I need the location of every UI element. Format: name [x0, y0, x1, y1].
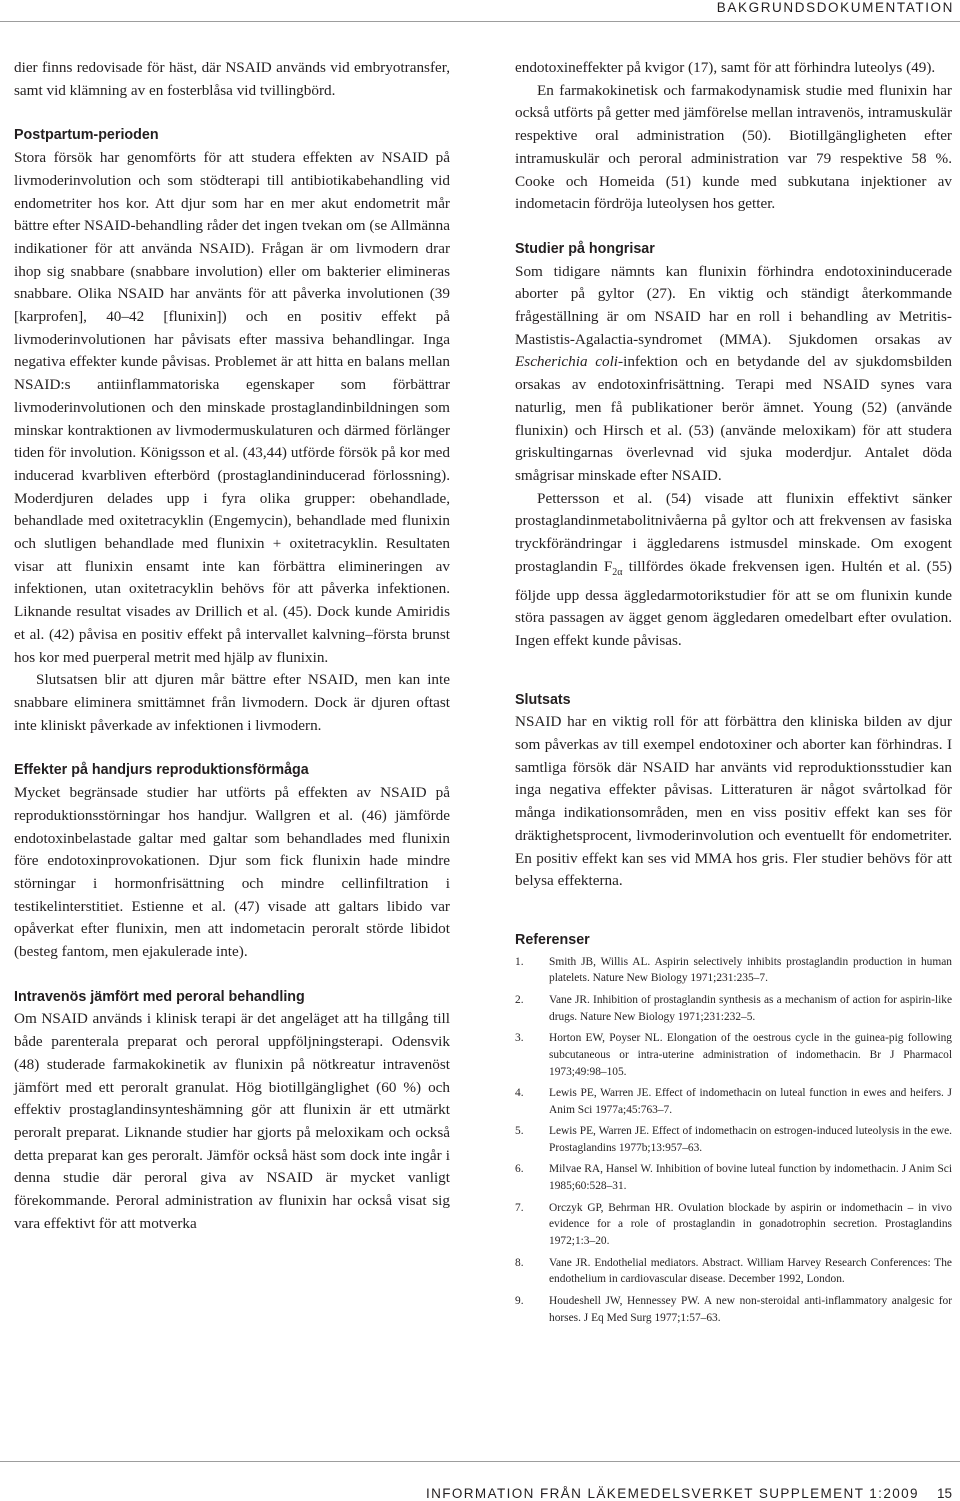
reference-number: 3.: [515, 1032, 524, 1045]
footer-divider: [0, 1461, 960, 1462]
paragraph-continuation: endotoxineffekter på kvigor (17), samt för att förhindra luteolys (49).: [515, 59, 936, 76]
paragraph-male-reproduction: Mycket begränsade studier har utförts på effekten av NSAID på reproduktionsstörningar hos handjur. Wallgren et al. (46) jämförde endotoxinbelastade galtar med galtar som behandlades med flunixin före endotoxinprovokationen. Djur som fick flunixin hade mindre störningar i hormonfrisättning och mindre cellinfiltration i testikelinterstitiet. Estienne et al. (47) visade att galtars libido var opåverkat efter flunixin, men att indometacin peroralt störde libidot (besteg fantom, men ejakulerade inte).: [14, 784, 450, 961]
heading-conclusion: Slutsats: [515, 691, 571, 708]
reference-number: 6.: [515, 1163, 524, 1176]
paragraph-postpartum: Stora försök har genomförts för att studera effekten av NSAID på livmoderinvolution och som stödterapi till antibiotikabehandling vid endometriter hos kor. Att djur som har en mer akut endometrit mår bättre efter NSAID-behandling råder det ingen tvekan om (se Allmänna indikationer för att använda NSAID). Frågan är om livmodern drar ihop sig snabbare (snabbare involution) eller om bakterier elimineras snabbare. Olika NSAID har använts för att påverka involutionen (39 [karprofen], 40–42 [flunixin]) och en positiv effekt på livmoderinvolutionen har påvisats efter massiva behandlingar. Inga negativa effekter kunde påvisas. Problemet är att hitta en balans mellan NSAID:s antiinflammatoriska egenskaper som förbättrar livmoderinvolutionen och den minskade prostaglandinbildningen som minskar kontraktionen av livmodermuskulaturen och därmed förlänger tiden för involution. Königsson et al. (43,44) utförde försök på kor med inducerad kvarbliven efterbörd (prostaglandininducerad förlossning). Moderdjuren delades upp i fyra olika grupper: obehandlade, behandlade med oxitetracyklin (Engemycin), behandlade med flunixin och slutligen behandlade med flunixin + oxitetracyklin. Resultaten visar att flunixin ensamt inte kan förbättra elimineringen av infektionen, utan oxitetracyklin behövs för att påverka infektionen. Liknande resultat visades av Drillich et al. (45). Dock kunde Amiridis et al. (42) påvisa en positiv effekt på intervallet kalvning–första brunst hos kor med puerperal metrit med hjälp av flunixin.: [14, 149, 450, 666]
paragraph-oviduct: [515, 488, 952, 653]
subscript: 2α: [612, 566, 623, 578]
reference-item: [515, 1200, 952, 1250]
reference-text: Smith JB, Willis AL. Aspirin selectively inhibits prostaglandin production in human platelets. Nature New Biology 1971;231:235–7.: [549, 955, 952, 985]
text-segment: Som tidigare nämnts kan flunixin förhindra endotoxininducerade aborter på gyltor (27). En viktig och ständigt återkommande frågeställning är om NSAID har en roll i behandling av Metritis-Mastistis-Agalactia-syndromet (MMA). Sjukdomen orsakas av: [515, 262, 952, 348]
reference-number: 9.: [515, 1294, 524, 1307]
header-divider: [0, 21, 960, 22]
reference-text: Vane JR. Endothelial mediators. Abstract. William Harvey Research Conferences: The endothelium in cardiovascular disease. December 1992, London.: [549, 1256, 952, 1286]
reference-item: [515, 992, 952, 1026]
reference-item: [515, 954, 952, 988]
reference-item: [515, 1030, 952, 1080]
reference-text: Vane JR. Inhibition of prostaglandin synthesis as a mechanism of action for aspirin-like drugs. Nature New Biology 1971;231:232–5.: [549, 993, 952, 1023]
reference-list: [515, 954, 952, 1327]
reference-text: Orczyk GP, Behrman HR. Ovulation blockade by aspirin or indomethacin – in vivo evidence for a role of prostaglandin in gonadotrophin secretion. Prostaglandins 1972;1:3–20.: [549, 1201, 952, 1248]
heading-male-reproduction: Effekter på handjurs reproduktionsförmåga: [14, 762, 309, 779]
paragraph-goat-study: En farmakokinetisk och farmakodynamisk studie med flunixin har också utförts på getter med jämförelse mellan intravenös, intramuskulär respektive oral administration (50). Biotillgängligheten efter intramuskulär och peroral administration var 79 respektive 58 %. Cooke och Homeida (51) kunde med subkutana injektioner av indometacin fördröja luteolysen hos getter.: [515, 81, 952, 213]
reference-number: 5.: [515, 1125, 524, 1138]
heading-iv-vs-oral: Intravenös jämfört med peroral behandling: [14, 988, 305, 1005]
species-name: Escherichia coli: [515, 353, 619, 371]
right-column: [515, 57, 952, 1331]
reference-text: Horton EW, Poyser NL. Elongation of the oestrous cycle in the guinea-pig following subcutaneous or intra-uterine administration of indomethacin. Br J Pharmacol 1973;49:98–105.: [549, 1032, 952, 1078]
text-segment: Pettersson et al. (54) visade att flunixin effektivt sänker prostaglandinmetabolitnivåerna på gyltor och att frekvensen av fasiska tryckförändringar i äggledarens istmusdel minskade. Om exogent prostaglandin F: [515, 489, 952, 575]
reference-text: Houdeshell JW, Hennessey PW. A new non-steroidal anti-inflammatory analgesic for horses. J Eq Med Surg 1977;1:57–63.: [549, 1294, 952, 1324]
reference-item: [515, 1123, 952, 1157]
reference-number: 8.: [515, 1256, 524, 1269]
reference-number: 7.: [515, 1201, 524, 1214]
text-segment: tillfördes ökade frekvensen igen. Hultén et al. (55) följde upp dessa äggledarmotorikstudier för att se om flunixin kunde störa passagen av ägget genom äggledaren omedelbart efter ovulation. Ingen effekt kunde påvisas.: [515, 557, 952, 649]
text-segment: -infektion och en betydande del av sjukdomsbilden orsakas av endotoxinfrisättning. Terapi med NSAID synes vara naturlig, men få publikationer berör ämnet. Young (52) (använde flunixin) och Hirsch et al. (53) (använde meloxikam) för att studera griskultingarnas överlevnad vid sjuka moderdjur. Antalet döda smågrisar minskade efter NSAID.: [515, 353, 952, 484]
reference-number: 2.: [515, 993, 524, 1006]
reference-number: 1.: [515, 955, 524, 968]
page-number: 15: [936, 1486, 952, 1501]
heading-sows: Studier på hongrisar: [515, 240, 655, 257]
reference-text: Lewis PE, Warren JE. Effect of indomethacin on estrogen-induced luteolysis in the ewe. Prostaglandins 1977b;13:957–63.: [549, 1125, 952, 1154]
paragraph-postpartum-conclusion: Slutsatsen blir att djuren mår bättre efter NSAID, men kan inte snabbare eliminera smittämnet från livmodern. Dock är djuren oftast inte kliniskt påverkade av infektionen i livmodern.: [14, 671, 450, 734]
reference-item: [515, 1293, 952, 1327]
heading-references: Referenser: [515, 931, 590, 948]
reference-text: Lewis PE, Warren JE. Effect of indomethacin on luteal function in ewes and heifers. J Anim Sci 1977a;45:763–7.: [549, 1087, 952, 1116]
paragraph-conclusion: NSAID har en viktig roll för att förbättra den kliniska bilden av djur som påverkas av till exempel endotoxiner och aborter kan förhindras. I samtliga försök där NSAID har använts vid reproduktionsstudier kan inga negativa effekter påvisas. Litteraturen är något svårtolkad för många indikationsområden, men en viss positiv effekt kan ses för dräktighetsprocent, livmoderinvolution och eventuellt för endometriter. En positiv effekt kan ses vid MMA hos gris. Fler studier behövs för att belysa effekterna.: [515, 713, 952, 890]
page-footer: [426, 1486, 952, 1501]
paragraph-iv-vs-oral: Om NSAID används i klinisk terapi är det angeläget att ha tillgång till både parenterala preparat och peroral uppföljningsterapi. Odensvik (48) studerade farmakokinetik av flunixin på nötkreatur intravenöst jämfört med ett peroralt granulat. Hög biotillgänglighet (60 %) och effektiv prostaglandinsynteshämning gör att flunixin är ett utmärkt peroralt preparat. Liknande studier har gjorts på meloxikam och också detta preparat kan ges peroralt. Jämför också häst som dock inte ingår i denna studie där peroral giva av NSAID är mycket vanligt förekommande. Peroral administration av flunixin har också visat sig vara effektivt för att motverka: [14, 1010, 450, 1232]
section-label: BAKGRUNDSDOKUMENTATION: [716, 0, 954, 15]
heading-postpartum: Postpartum-perioden: [14, 127, 159, 144]
reference-item: [515, 1161, 952, 1195]
left-column: [14, 57, 450, 1235]
reference-text: Milvae RA, Hansel W. Inhibition of bovine luteal function by indomethacin. J Anim Sci 1985;60:528–31.: [549, 1163, 952, 1193]
paragraph-sows: [515, 261, 952, 488]
paragraph-intro: dier finns redovisade för häst, där NSAID används vid embryotransfer, samt vid klämning av en fosterblåsa vid tvillingbörd.: [14, 59, 450, 99]
reference-item: [515, 1255, 952, 1289]
reference-item: [515, 1085, 952, 1119]
publication-title: INFORMATION FRÅN LÄKEMEDELSVERKET SUPPLEMENT 1:2009: [425, 1486, 919, 1501]
reference-number: 4.: [515, 1087, 524, 1099]
